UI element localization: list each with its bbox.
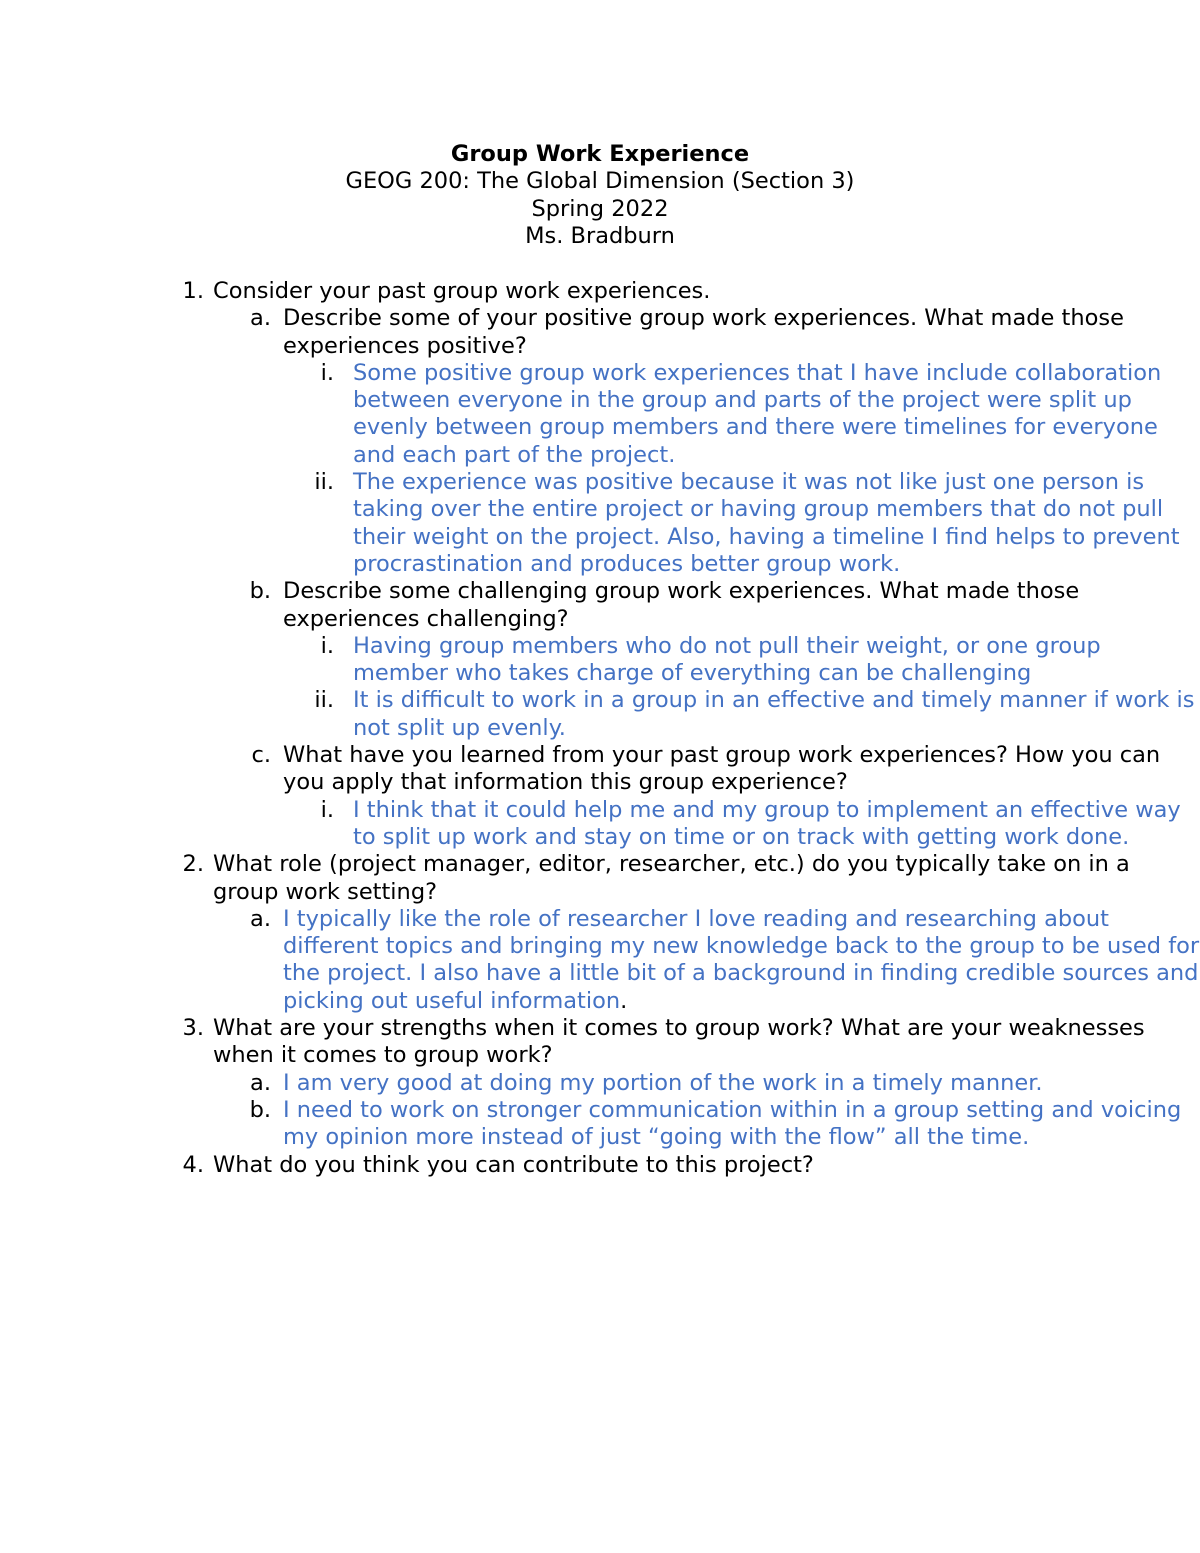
sub-question-label: c. xyxy=(251,742,271,769)
document-header xyxy=(0,141,1200,250)
answer-text: I think that it could help me and my group to implement an effective way to split up work and stay on time or on track with getting work done. xyxy=(353,796,1181,850)
answer-3a xyxy=(0,1070,1200,1097)
sub-question-text: Describe some challenging group work experiences. What made those experiences challenging? xyxy=(283,578,1080,632)
answer-1c-i xyxy=(0,797,1200,852)
answer-text: Having group members who do not pull their weight, or one group member who takes charge of everything can be challenging xyxy=(353,632,1101,687)
answer-label: a. xyxy=(250,905,271,932)
question-text: What do you think you can contribute to this project? xyxy=(213,1151,814,1178)
answer-label: i. xyxy=(320,796,334,823)
question-number: 2. xyxy=(182,851,204,878)
course-name: GEOG 200: The Global Dimension (Section 3) xyxy=(345,168,855,195)
answer-1b-i xyxy=(0,633,1200,688)
answer-label: ii. xyxy=(314,469,334,496)
instructor-name: Ms. Bradburn xyxy=(525,222,675,249)
answer-3b xyxy=(0,1097,1200,1152)
question-1 xyxy=(0,278,1200,305)
sub-question-label: b. xyxy=(249,578,271,605)
answer-label: i. xyxy=(320,632,334,659)
answer-text: I need to work on stronger communication within in a group setting and voicing my opinion more instead of just “going with the flow” all the time. xyxy=(283,1096,1182,1151)
question-2 xyxy=(0,851,1200,906)
answer-text: I typically like the role of researcher I love reading and researching about different topics and bringing my new knowledge back to the group to be used for the project. I also have a little bit of a background in finding credible sources and picking out useful information xyxy=(283,905,1200,1014)
answer-label: b. xyxy=(249,1096,271,1123)
answer-1b-ii xyxy=(0,687,1200,742)
answer-text: I am very good at doing my portion of the work in a timely manner. xyxy=(283,1069,1043,1096)
question-text: What are your strengths when it comes to group work? What are your weaknesses when it comes to group work? xyxy=(213,1015,1145,1069)
question-text: What role (project manager, editor, researcher, etc.) do you typically take on in a group work setting? xyxy=(213,851,1130,905)
answer-label: i. xyxy=(320,359,334,386)
question-1c xyxy=(0,742,1200,797)
answer-1a-ii xyxy=(0,469,1200,578)
sub-question-text: Describe some of your positive group work experiences. What made those experiences positive? xyxy=(283,305,1124,359)
answer-1a-i xyxy=(0,360,1200,469)
question-number: 4. xyxy=(182,1151,204,1178)
answer-text: The experience was positive because it was not like just one person is taking over the entire project or having group members that do not pull their weight on the project. Also, having a timeline I find helps to prevent procrastination and produces better group work. xyxy=(353,469,1180,577)
page-title: Group Work Experience xyxy=(450,141,750,167)
answer-label: ii. xyxy=(314,687,334,714)
question-1a xyxy=(0,305,1200,360)
question-3 xyxy=(0,1015,1200,1070)
answer-text: Some positive group work experiences that I have include collaboration between everyone in the group and parts of the project were split up evenly between group members and there were timelines for everyone and each part of the project. xyxy=(353,359,1162,468)
term: Spring 2022 xyxy=(531,195,669,222)
question-text: Consider your past group work experiences. xyxy=(213,278,711,304)
sub-question-text: What have you learned from your past group work experiences? How you can you apply that information this group experience? xyxy=(283,742,1161,796)
answer-2a xyxy=(0,906,1200,1015)
sub-question-label: a. xyxy=(250,305,271,332)
question-1b xyxy=(0,578,1200,633)
question-4 xyxy=(0,1152,1200,1179)
answer-trailing-period: . xyxy=(620,987,628,1014)
question-list xyxy=(0,278,1200,1179)
answer-label: a. xyxy=(250,1069,271,1096)
question-number: 1. xyxy=(182,278,204,304)
answer-text: It is difficult to work in a group in an effective and timely manner if work is not split up evenly. xyxy=(353,687,1195,741)
question-number: 3. xyxy=(182,1015,204,1042)
